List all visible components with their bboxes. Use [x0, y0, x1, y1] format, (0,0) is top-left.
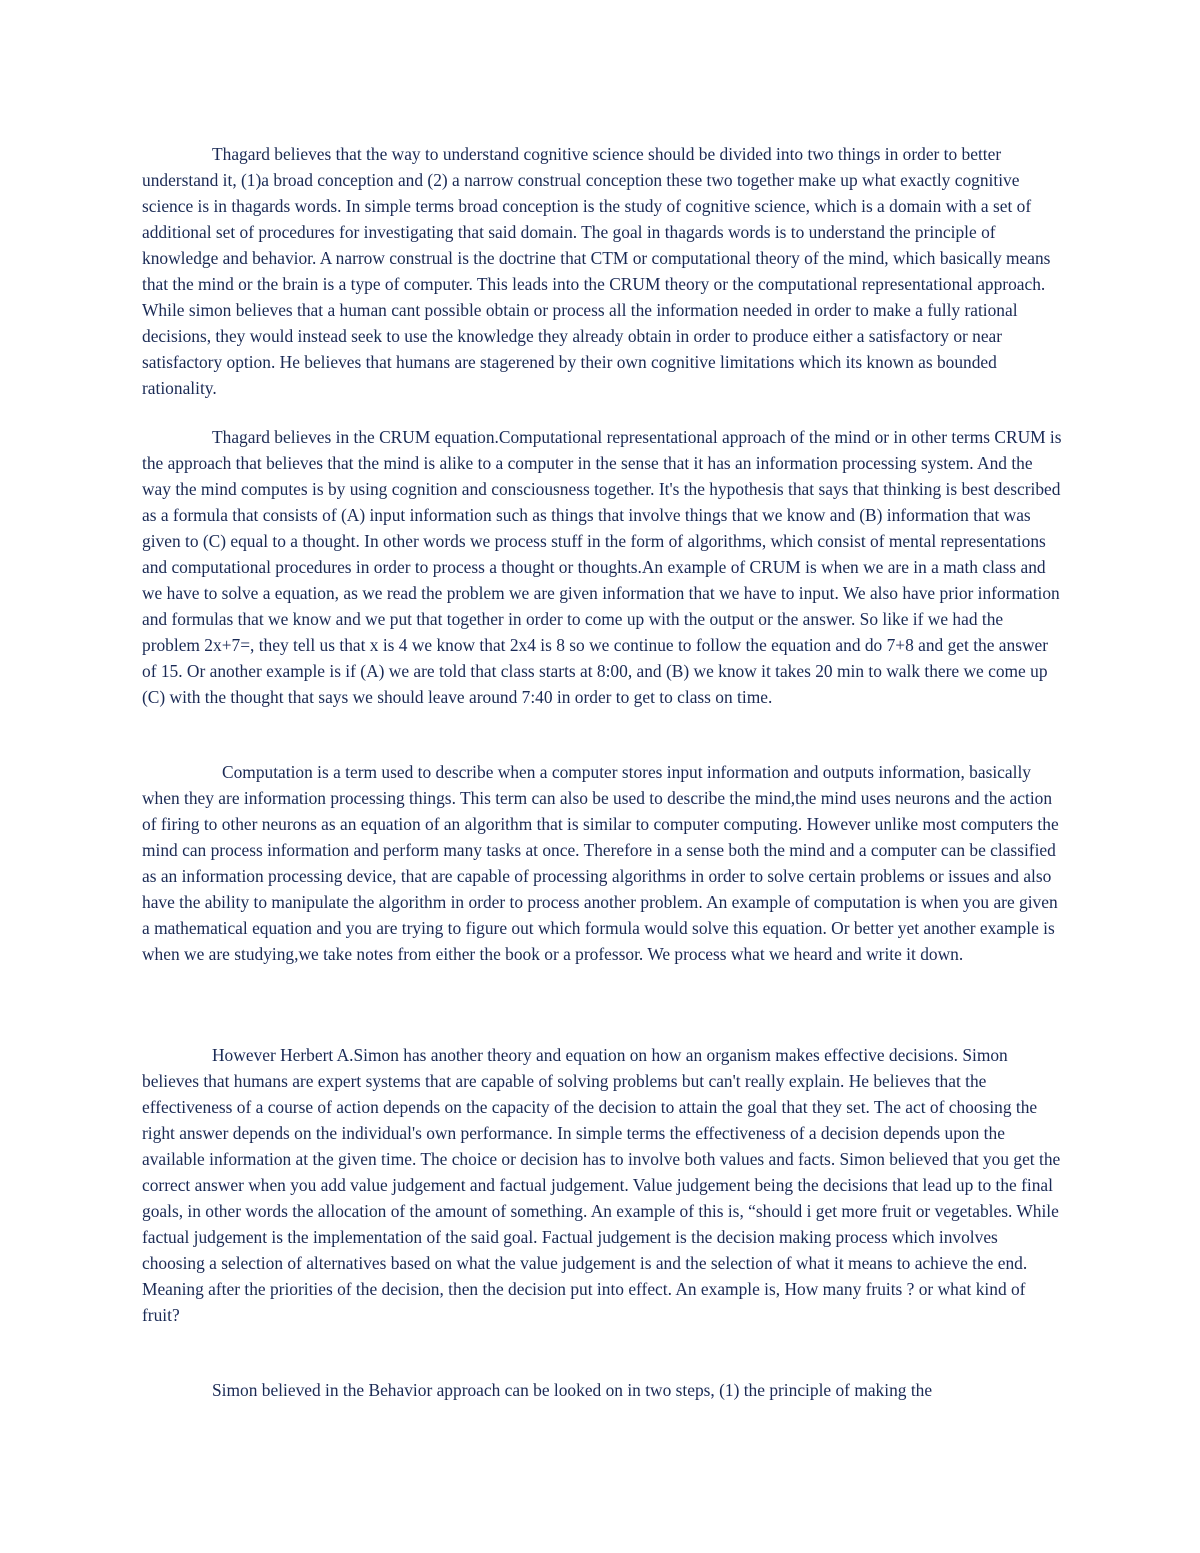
paragraph-4-block	[142, 1042, 1062, 1328]
paragraph-crum-equation: Thagard believes in the CRUM equation.Computational representational approach of the mind or in other terms CRUM is the approach that believes that the mind is alike to a computer in the sense that it has an information processing system. And the way the mind computes is by using cognition and consciousness together. It's the hypothesis that says that thinking is best described as a formula that consists of (A) input information such as things that involve things that we know and (B) information that was given to (C) equal to a thought. In other words we process stuff in the form of algorithms, which consist of mental representations and computational procedures in order to process a thought or thoughts.An example of CRUM is when we are in a math class and we have to solve a equation, as we read the problem we are given information that we have to input. We also have prior information and formulas that we know and we put that together in order to come up with the output or the answer. So like if we had the problem 2x+7=, they tell us that x is 4 we know that 2x4 is 8 so we continue to follow the equation and do 7+8 and get the answer of 15. Or another example is if (A) we are told that class starts at 8:00, and (B) we know it takes 20 min to walk there we come up (C) with the thought that says we should leave around 7:40 in order to get to class on time.	[142, 427, 1062, 707]
paragraph-herbert-simon: However Herbert A.Simon has another theory and equation on how an organism makes effective decisions. Simon believes that humans are expert systems that are capable of solving problems but can't really explain. He believes that the effectiveness of a course of action depends on the capacity of the decision to attain the goal that they set. The act of choosing the right answer depends on the individual's own performance. In simple terms the effectiveness of a decision depends upon the available information at the given time. The choice or decision has to involve both values and facts. Simon believed that you get the correct answer when you add value judgement and factual judgement. Value judgement being the decisions that lead up to the final goals, in other words the allocation of the amount of something. An example of this is, “should i get more fruit or vegetables. While factual judgement is the implementation of the said goal. Factual judgement is the decision making process which involves choosing a selection of alternatives based on what the value judgement is and the selection of what it means to achieve the end. Meaning after the priorities of the decision, then the decision put into effect. An example is, How many fruits ? or what kind of fruit?	[142, 1045, 1061, 1325]
paragraph-2-block	[142, 424, 1062, 710]
paragraph-computation: Computation is a term used to describe when a computer stores input information and outputs information, basically when they are information processing things. This term can also be used to describe the mind,the mind uses neurons and the action of firing to other neurons as an equation of an algorithm that is similar to computer computing. However unlike most computers the mind can process information and perform many tasks at once. Therefore in a sense both the mind and a computer can be classified as an information processing device, that are capable of processing algorithms in order to solve certain problems or issues and also have the ability to manipulate the algorithm in order to process another problem. An example of computation is when you are given a mathematical equation and you are trying to figure out which formula would solve this equation. Or better yet another example is when we are studying,we take notes from either the book or a professor. We process what we heard and write it down.	[142, 762, 1059, 964]
paragraph-1-block	[142, 141, 1062, 401]
paragraph-behavior-approach: Simon believed in the Behavior approach can be looked on in two steps, (1) the principle of making the	[212, 1380, 933, 1400]
paragraph-thagard-cognitive-science: Thagard believes that the way to understand cognitive science should be divided into two things in order to better understand it, (1)a broad conception and (2) a narrow construal conception these two together make up what exactly cognitive science is in thagards words. In simple terms broad conception is the study of cognitive science, which is a domain with a set of additional set of procedures for investigating that said domain. The goal in thagards words is to understand the principle of knowledge and behavior. A narrow construal is the doctrine that CTM or computational theory of the mind, which basically means that the mind or the brain is a type of computer. This leads into the CRUM theory or the computational representational approach. While simon believes that a human cant possible obtain or process all the information needed in order to make a fully rational decisions, they would instead seek to use the knowledge they already obtain in order to produce either a satisfactory or near satisfactory option. He believes that humans are stagerened by their own cognitive limitations which its known as bounded rationality.	[142, 144, 1051, 398]
paragraph-3-block	[142, 759, 1062, 967]
paragraph-5-block	[142, 1377, 1062, 1403]
